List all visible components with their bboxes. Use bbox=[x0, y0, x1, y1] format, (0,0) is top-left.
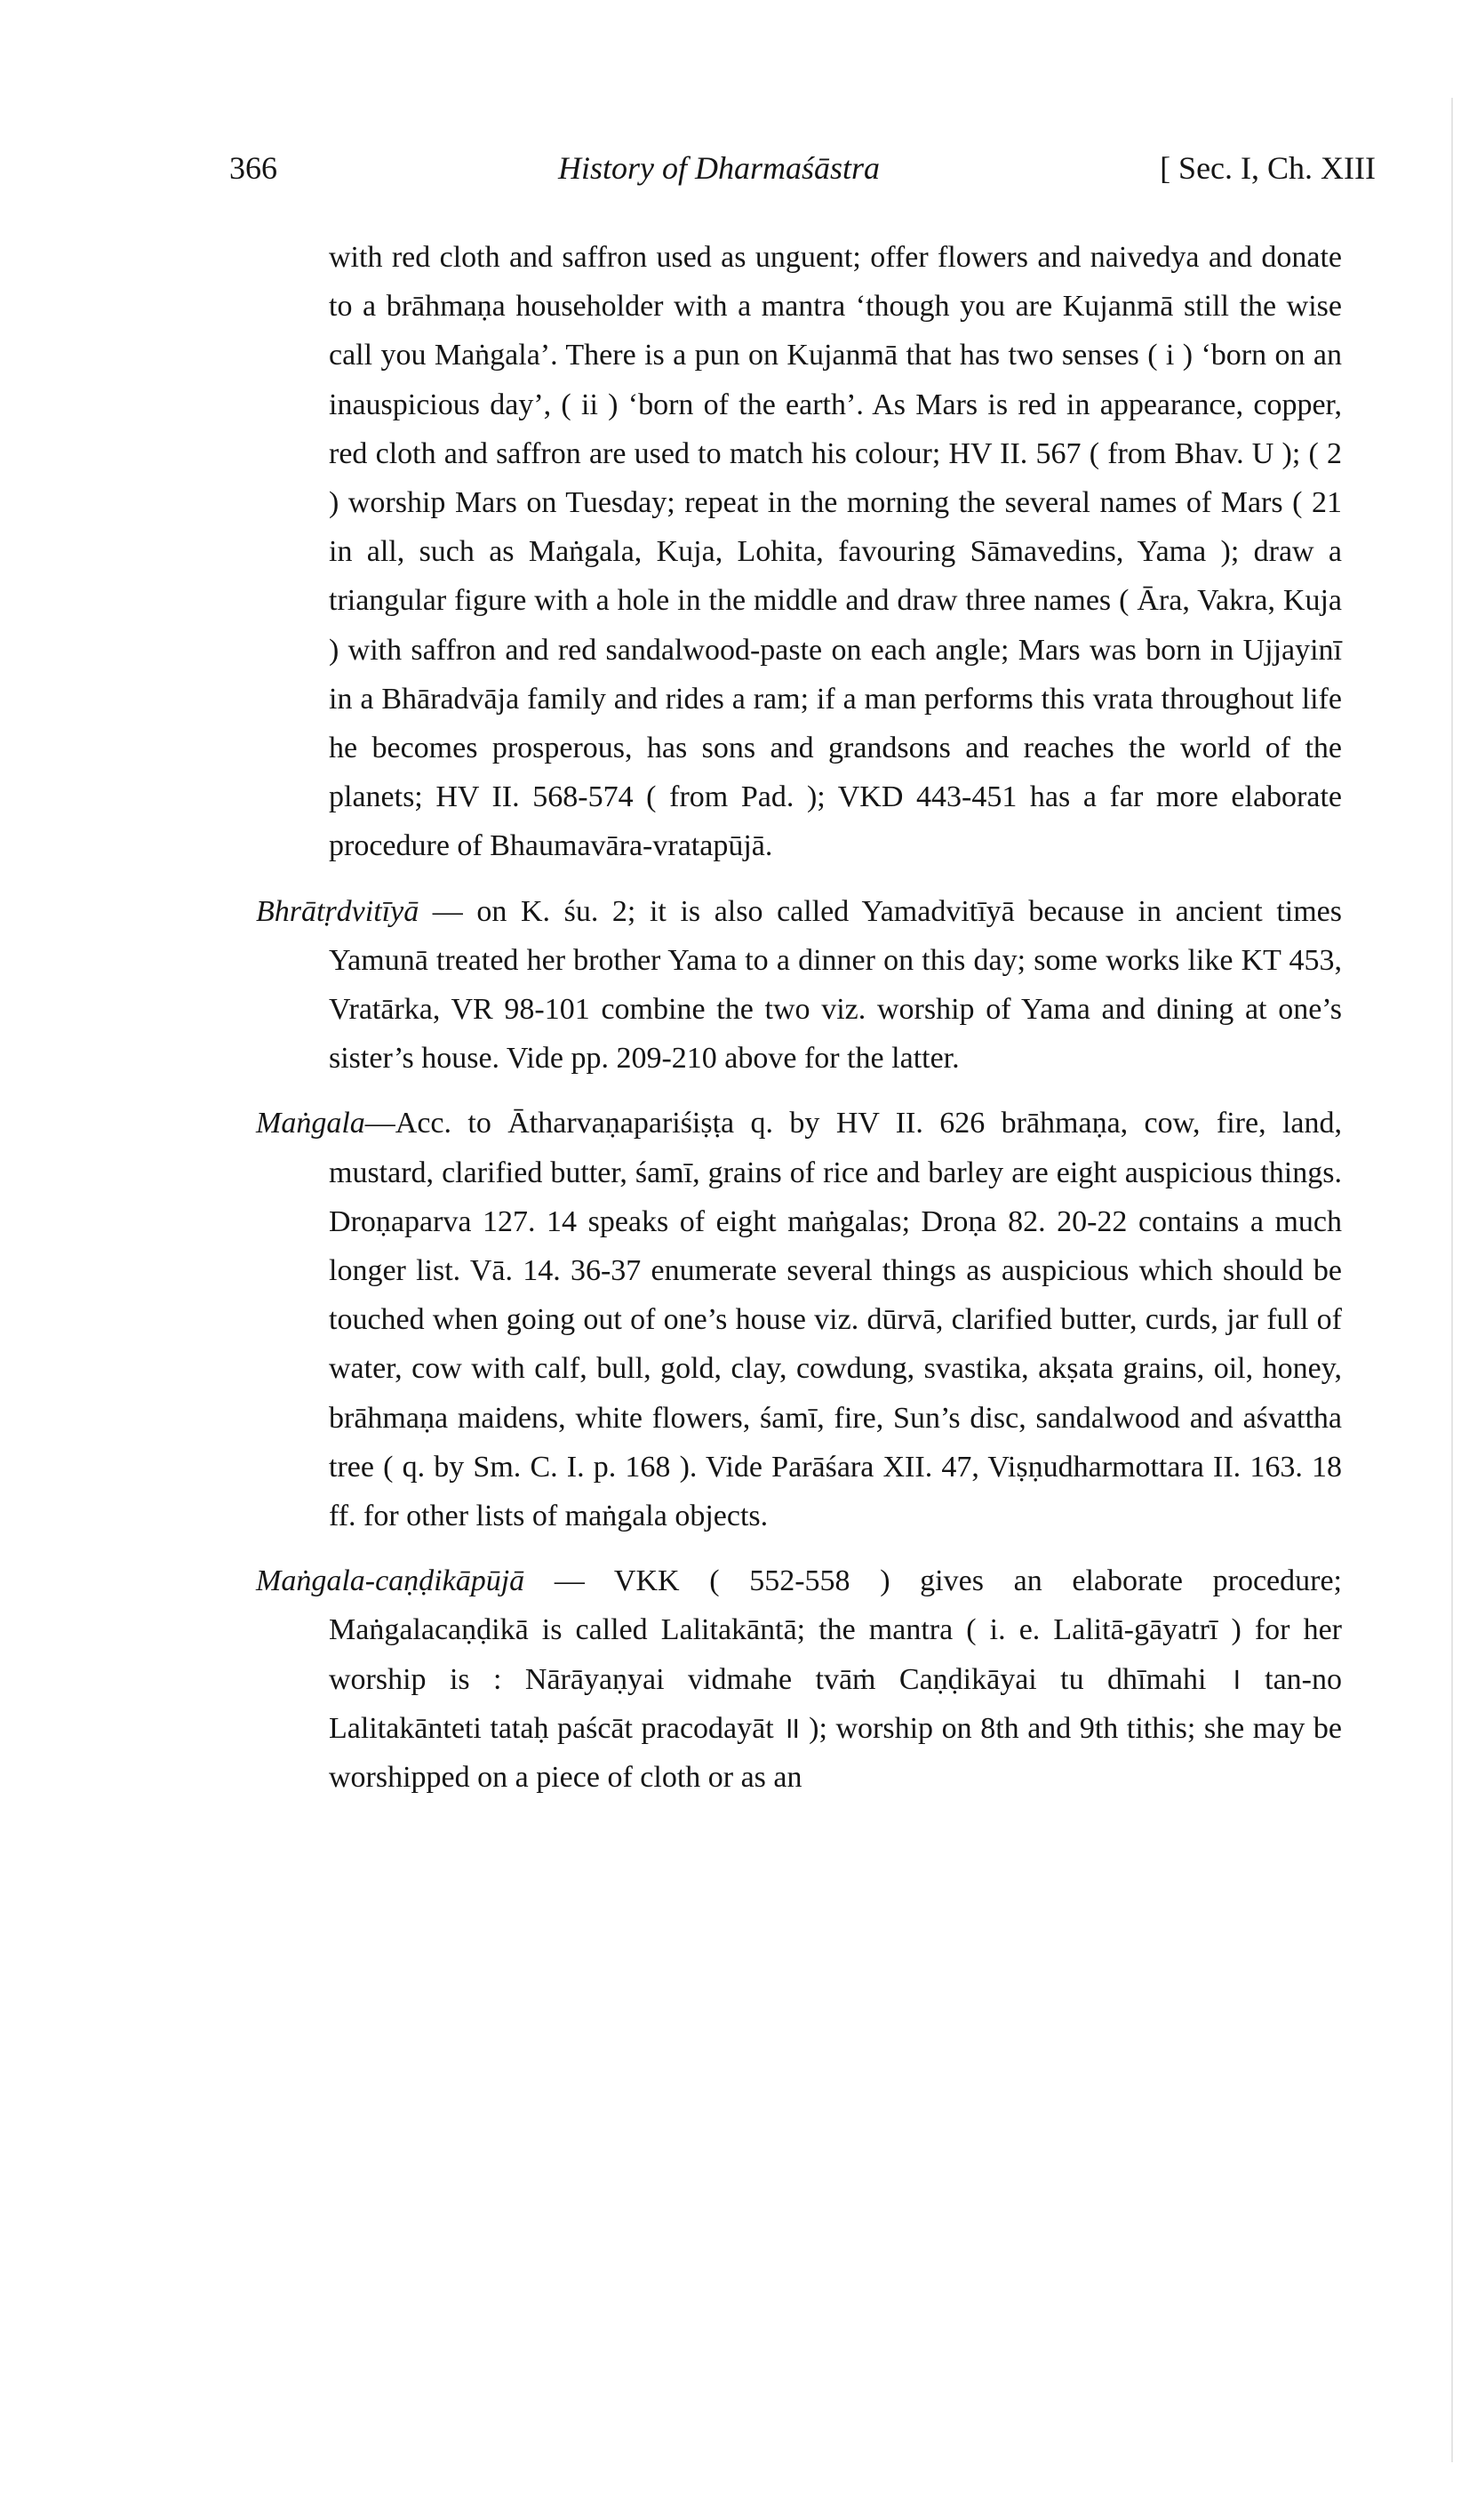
continuation-paragraph: with red cloth and saffron used as unguent; offer flowers and naivedya and donate to a brāhmaṇa householder with a mantra ‘though you are Kujanmā still the wise call you Maṅgala’. There is a pun on Kujanmā that has two senses ( i ) ‘born on an inauspicious day’, ( ii ) ‘born of the earth’. As Mars is red in appearance, copper, red cloth and saffron are used to match his colour; HV II. 567 ( from Bhav. U ); ( 2 ) worship Mars on Tuesday; repeat in the morning the several names of Mars ( 21 in all, such as Maṅgala, Kuja, Lohita, favouring Sāmavedins, Yama ); draw a triangular figure with a hole in the middle and draw three names ( Āra, Vakra, Kuja ) with saffron and red sandalwood-paste on each angle; Mars was born in Ujjayinī in a Bhāradvāja family and rides a ram; if a man performs this vrata throughout life he becomes prosperous, has sons and grandsons and reaches the world of the planets; HV II. 568-574 ( from Pad. ); VKD 443-451 has a far more elaborate procedure of Bhaumavāra-vratapūjā. bbox=[329, 241, 1342, 863]
running-title: History of Dharmaśāstra bbox=[558, 150, 881, 186]
entry-bhratrdvitiya bbox=[256, 887, 1342, 1084]
body-text bbox=[256, 233, 1342, 1802]
page-header bbox=[229, 149, 1376, 199]
entry-text: — on K. śu. 2; it is also called Yamadvitīyā because in ancient times Yamunā treated her brother Yama to a dinner on this day; some works like KT 453, Vratārka, VR 98-101 combine the two viz. worship of Yama and dining at one’s sister’s house. Vide pp. 209-210 above for the latter. bbox=[329, 894, 1342, 1076]
entry-mangala bbox=[256, 1099, 1342, 1540]
page-number: 366 bbox=[229, 150, 277, 186]
section-reference: [ Sec. I, Ch. XIII bbox=[1160, 150, 1376, 186]
page-edge-line bbox=[1451, 98, 1453, 2462]
entry-mangala-candikapuja bbox=[256, 1556, 1342, 1802]
entry-headword: Maṅgala-caṇḍikāpūjā bbox=[256, 1564, 525, 1598]
entry-headword: Maṅgala bbox=[256, 1107, 365, 1140]
entry-text: — VKK ( 552-558 ) gives an elaborate procedure; Maṅgalacaṇḍikā is called Lalitakāntā; the mantra ( i. e. Lalitā-gāyatrī ) for her worship is : Nārāyaṇyai vidmahe tvāṁ Caṇḍikāyai tu dhīmahi । tan-no Lalitakānteti tataḥ paścāt pracodayāt ॥ ); worship on 8th and 9th tithis; she may be worshipped on a piece of cloth or as an bbox=[329, 1564, 1342, 1795]
entry-headword: Bhrātṛdvitīyā bbox=[256, 894, 419, 928]
entry-text: —Acc. to Ātharvaṇapariśiṣṭa q. by HV II. 626 brāhmaṇa, cow, fire, land, mustard, clarified butter, śamī, grains of rice and barley are eight auspicious things. Droṇaparva 127. 14 speaks of eight maṅgalas; Droṇa 82. 20-22 contains a much longer list. Vā. 14. 36-37 enumerate several things as auspicious which should be touched when going out of one’s house viz. dūrvā, clarified butter, curds, jar full of water, cow with calf, bull, gold, clay, cowdung, svastika, akṣata grains, oil, honey, brāhmaṇa maidens, white flowers, śamī, fire, Sun’s disc, sandalwood and aśvattha tree ( q. by Sm. C. I. p. 168 ). Vide Parāśara XII. 47, Viṣṇudharmottara II. 163. 18 ff. for other lists of maṅgala objects. bbox=[329, 1107, 1342, 1533]
